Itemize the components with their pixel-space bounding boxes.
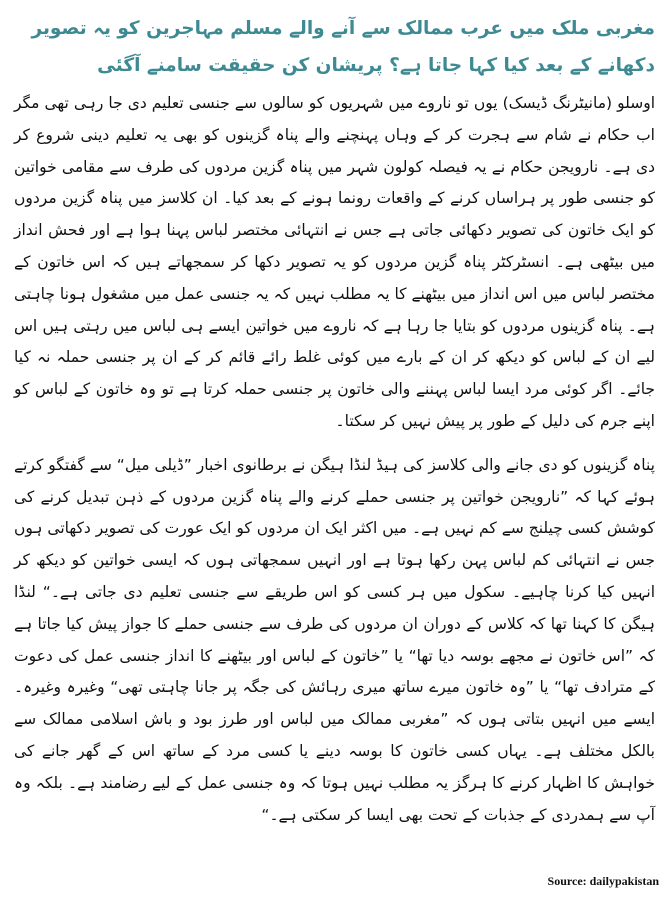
article-headline: مغربی ملک میں عرب ممالک سے آنے والے مسلم مہاجرین کو یہ تصویر دکھانے کے بعد کیا کہا جاتا ہے؟ پریشان کن حقیقت سامنے آگئی — [31, 18, 655, 76]
article-paragraph-1: اوسلو (مانیٹرنگ ڈیسک) یوں تو ناروے میں شہریوں کو سالوں سے جنسی تعلیم دی جا رہی تھی مگر اب حکام نے شام سے ہجرت کر کے وہاں پہنچنے والے پناہ گزینوں کو بھی یہ تعلیم دینی شروع کر دی ہے۔ نارویجن حکام نے یہ فیصلہ کولون شہر میں پناہ گزین مردوں کی طرف سے مقامی خواتین کو جنسی طور پر ہراساں کرنے کے واقعات رونما ہونے کے بعد کیا۔ ان کلاسز میں پناہ گزین مردوں کو ایک خاتون کی تصویر دکھائی جاتی ہے جس نے انتہائی مختصر لباس پہنا ہوا ہے اور فحش انداز میں بیٹھی ہے۔ انسٹرکٹر پناہ گزین مردوں کو یہ تصویر دکھا کر سمجھاتے ہیں کہ اس خاتون کے مختصر لباس میں اس انداز میں بیٹھنے کا یہ مطلب نہیں کہ یہ جنسی عمل میں مشغول ہونا چاہتی ہے۔ پناہ گزینوں مردوں کو بتایا جا رہا ہے کہ ناروے میں خواتین ایسے ہی لباس میں رہتی ہیں اس لیے ان کے لباس کو دیکھ کر ان کے بارے میں کوئی غلط رائے قائم کر کے ان پر جنسی حملہ نہ کیا جائے۔ اگر کوئی مرد ایسا لباس پہننے والی خاتون پر جنسی حملہ کرتا ہے تو وہ خاتون کے لباس کو اپنے جرم کی دلیل کے طور پر پیش نہیں کر سکتا۔ — [14, 94, 655, 430]
article-paragraph-2: پناہ گزینوں کو دی جانے والی کلاسز کی ہیڈ لنڈا ہیگن نے برطانوی اخبار ”ڈیلی میل“ سے گفتگو کرتے ہوئے کہا کہ ”نارویجن خواتین پر جنسی حملے کرنے والے پناہ گزین مردوں کے ذہن تبدیل کرنے کی کوشش کسی چیلنج سے کم نہیں ہے۔ میں اکثر ایک ان مردوں کو ایک عورت کی تصویر دکھاتی ہوں جس نے انتہائی کم لباس پہن رکھا ہوتا ہے اور انہیں سمجھاتی ہوں کہ ایسی خواتین کو دیکھ کر انہیں کیا کرنا چاہیے۔ سکول میں ہر کسی کو اس طریقے سے جنسی تعلیم دی جاتی ہے۔“ لنڈا ہیگن کا کہنا تھا کہ کلاس کے دوران ان مردوں کی طرف سے جنسی حملے کا جواز پیش کیا جاتا ہے کہ ”اس خاتون نے مجھے بوسہ دیا تھا“ یا ”خاتون کے لباس اور بیٹھنے کا انداز جنسی عمل کی دعوت کے مترادف تھا“ یا ”وہ خاتون میرے ساتھ میری رہائش کی جگہ پر جانا چاہتی تھی“ وغیرہ وغیرہ۔ ایسے میں انہیں بتاتی ہوں کہ ”مغربی ممالک میں لباس اور طرز بود و باش اسلامی ممالک سے بالکل مختلف ہے۔ یہاں کسی خاتون کا بوسہ دینے یا کسی مرد کے ساتھ اس کے گھر جانے کی خواہش کا اظہار کرنے کا ہرگز یہ مطلب نہیں ہوتا کہ وہ جنسی عمل کے لیے رضامند ہے۔ بلکہ وہ آپ سے ہمدردی کے جذبات کے تحت بھی ایسا کر سکتی ہے۔“ — [14, 455, 655, 824]
source-credit: Source: dailypakistan — [547, 874, 659, 888]
